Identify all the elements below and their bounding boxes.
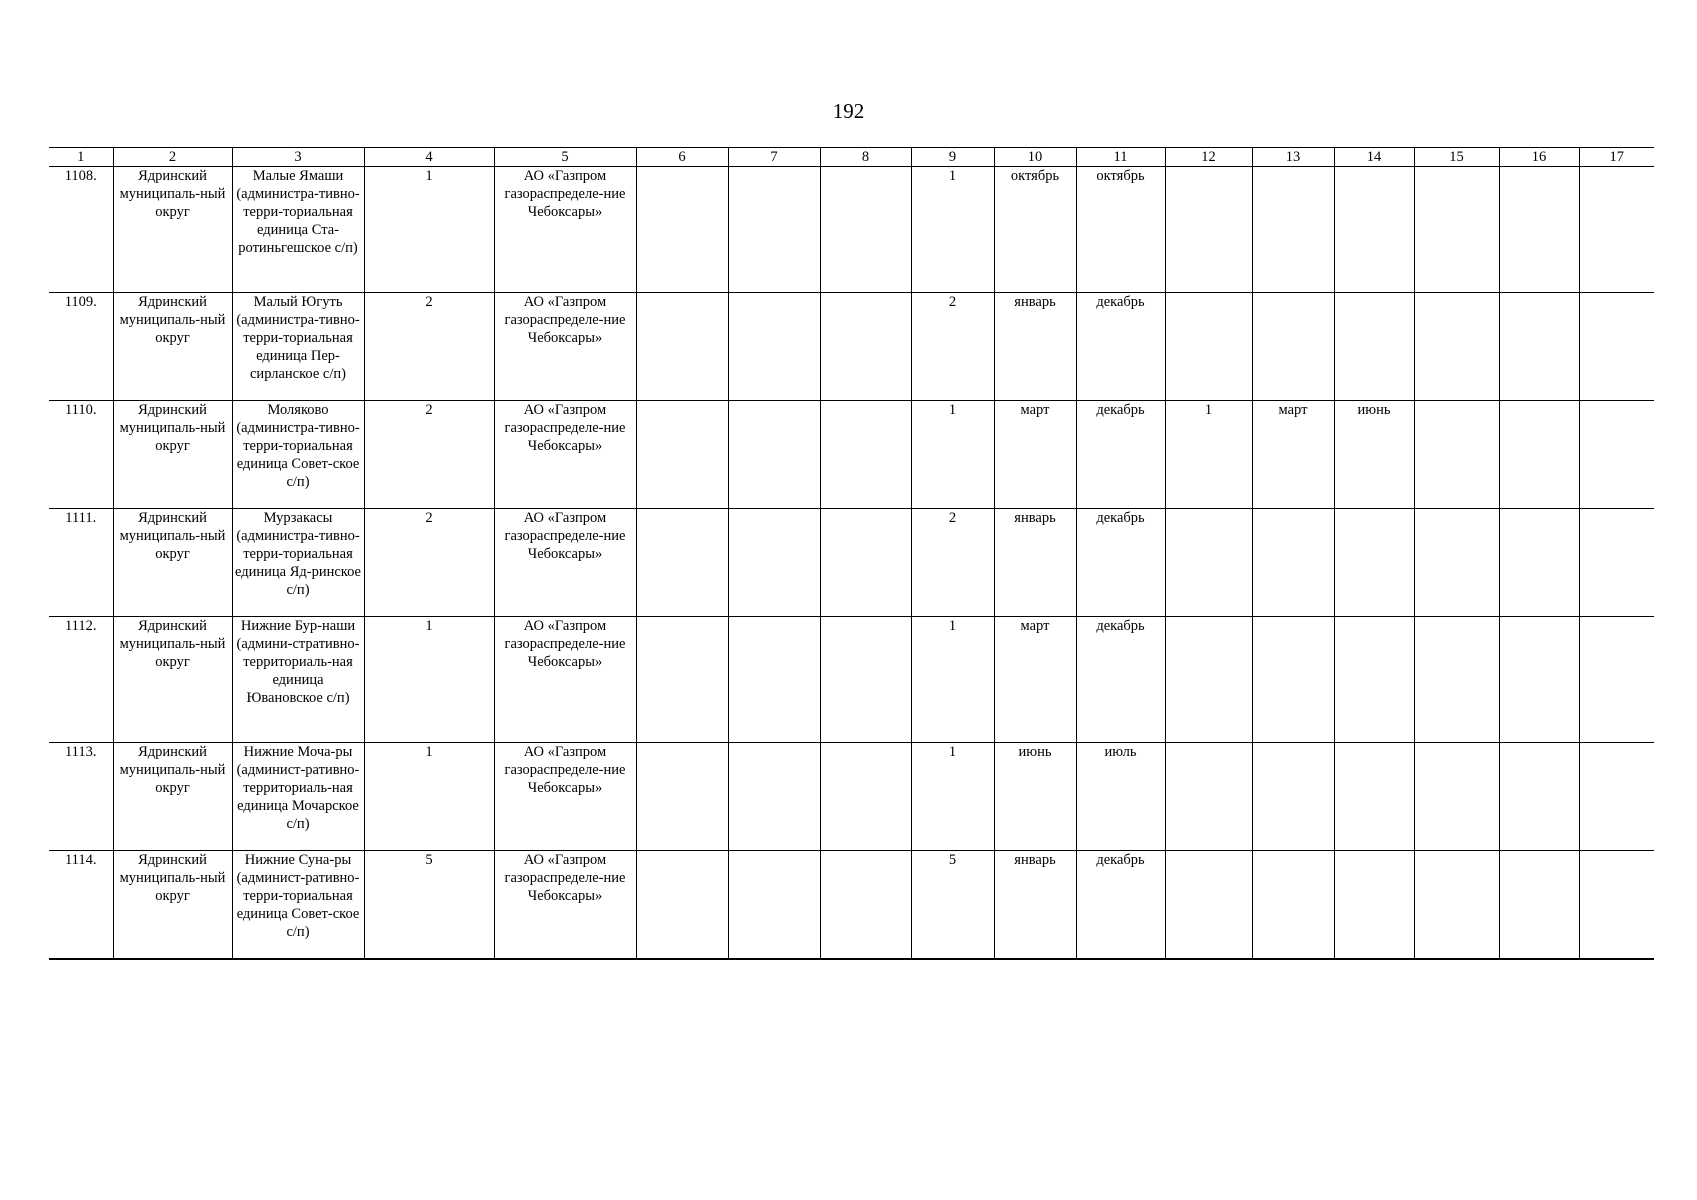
column-header-3: 3 <box>232 148 364 167</box>
table-cell-col-15 <box>1414 509 1499 617</box>
table-cell-col-16 <box>1499 617 1579 743</box>
table-cell-col-4: 5 <box>364 851 494 959</box>
table-cell-col-14 <box>1334 743 1414 851</box>
table-cell-col-16 <box>1499 401 1579 509</box>
table-cell-col-16 <box>1499 743 1579 851</box>
table-cell-col-16 <box>1499 167 1579 293</box>
table-cell-col-11: декабрь <box>1076 617 1165 743</box>
table-cell-col-9: 2 <box>911 509 994 617</box>
column-header-6: 6 <box>636 148 728 167</box>
table-cell-col-17 <box>1579 617 1654 743</box>
table-cell-col-5: АО «Газпром газораспределе-ние Чебоксары» <box>494 167 636 293</box>
table-cell-col-7 <box>728 851 820 959</box>
column-header-17: 17 <box>1579 148 1654 167</box>
table-cell-col-4: 2 <box>364 401 494 509</box>
table-cell-col-12 <box>1165 167 1252 293</box>
table-cell-col-1: 1114. <box>49 851 113 959</box>
table-cell-col-6 <box>636 293 728 401</box>
table-cell-col-8 <box>820 167 911 293</box>
table-cell-col-10: март <box>994 401 1076 509</box>
table-cell-col-3: Нижние Бур-наши (админи-стративно-территориаль-ная единица Ювановское с/п) <box>232 617 364 743</box>
table-cell-col-4: 1 <box>364 617 494 743</box>
table-cell-col-8 <box>820 509 911 617</box>
column-header-1: 1 <box>49 148 113 167</box>
table-cell-col-8 <box>820 401 911 509</box>
table-cell-col-10: октябрь <box>994 167 1076 293</box>
table-cell-col-13 <box>1252 509 1334 617</box>
column-header-7: 7 <box>728 148 820 167</box>
table-cell-col-6 <box>636 743 728 851</box>
table-cell-col-10: январь <box>994 293 1076 401</box>
table-cell-col-15 <box>1414 401 1499 509</box>
table-cell-col-3: Малые Ямаши (администра-тивно-терри-ториальная единица Ста-ротиньгешское с/п) <box>232 167 364 293</box>
table-cell-col-2: Ядринский муниципаль-ный округ <box>113 167 232 293</box>
table-cell-col-7 <box>728 509 820 617</box>
table-cell-col-12 <box>1165 509 1252 617</box>
table-cell-col-4: 2 <box>364 293 494 401</box>
table-cell-col-15 <box>1414 617 1499 743</box>
column-header-15: 15 <box>1414 148 1499 167</box>
table-cell-col-1: 1108. <box>49 167 113 293</box>
table-cell-col-5: АО «Газпром газораспределе-ние Чебоксары» <box>494 743 636 851</box>
table-cell-col-9: 1 <box>911 617 994 743</box>
table-cell-col-12 <box>1165 743 1252 851</box>
table-cell-col-17 <box>1579 851 1654 959</box>
table-header <box>49 148 1654 167</box>
table-cell-col-15 <box>1414 851 1499 959</box>
column-header-14: 14 <box>1334 148 1414 167</box>
table-cell-col-5: АО «Газпром газораспределе-ние Чебоксары» <box>494 509 636 617</box>
table-cell-col-4: 2 <box>364 509 494 617</box>
table-cell-col-15 <box>1414 167 1499 293</box>
table-cell-col-3: Нижние Суна-ры (админист-ративно-терри-ториальная единица Совет-ское с/п) <box>232 851 364 959</box>
table-cell-col-1: 1112. <box>49 617 113 743</box>
table-cell-col-8 <box>820 743 911 851</box>
table-cell-col-2: Ядринский муниципаль-ный округ <box>113 617 232 743</box>
table-cell-col-4: 1 <box>364 743 494 851</box>
table-row <box>49 509 1654 617</box>
table-cell-col-3: Мурзакасы (администра-тивно-терри-ториальная единица Яд-ринское с/п) <box>232 509 364 617</box>
table-cell-col-12 <box>1165 851 1252 959</box>
table-row <box>49 167 1654 293</box>
table-cell-col-7 <box>728 167 820 293</box>
table-cell-col-13: март <box>1252 401 1334 509</box>
table-cell-col-8 <box>820 293 911 401</box>
table-body <box>49 167 1654 959</box>
table-cell-col-9: 1 <box>911 167 994 293</box>
table-row <box>49 401 1654 509</box>
table-row <box>49 743 1654 851</box>
table-cell-col-17 <box>1579 743 1654 851</box>
table-cell-col-10: март <box>994 617 1076 743</box>
column-header-11: 11 <box>1076 148 1165 167</box>
table-cell-col-13 <box>1252 617 1334 743</box>
column-header-2: 2 <box>113 148 232 167</box>
table-cell-col-3: Нижние Моча-ры (админист-ративно-территориаль-ная единица Мочарское с/п) <box>232 743 364 851</box>
table-row <box>49 617 1654 743</box>
table-cell-col-17 <box>1579 401 1654 509</box>
column-header-16: 16 <box>1499 148 1579 167</box>
column-header-13: 13 <box>1252 148 1334 167</box>
table-cell-col-17 <box>1579 509 1654 617</box>
table-cell-col-9: 2 <box>911 293 994 401</box>
table-cell-col-5: АО «Газпром газораспределе-ние Чебоксары» <box>494 617 636 743</box>
table-cell-col-5: АО «Газпром газораспределе-ние Чебоксары» <box>494 851 636 959</box>
table-cell-col-7 <box>728 617 820 743</box>
table-cell-col-11: декабрь <box>1076 851 1165 959</box>
column-header-10: 10 <box>994 148 1076 167</box>
table-cell-col-10: январь <box>994 509 1076 617</box>
table-cell-col-13 <box>1252 293 1334 401</box>
table-cell-col-6 <box>636 401 728 509</box>
table-cell-col-14 <box>1334 509 1414 617</box>
table-cell-col-11: октябрь <box>1076 167 1165 293</box>
table-cell-col-2: Ядринский муниципаль-ный округ <box>113 509 232 617</box>
table-cell-col-2: Ядринский муниципаль-ный округ <box>113 293 232 401</box>
table-cell-col-10: июнь <box>994 743 1076 851</box>
table-cell-col-6 <box>636 851 728 959</box>
table-cell-col-7 <box>728 401 820 509</box>
table-cell-col-11: декабрь <box>1076 293 1165 401</box>
column-header-5: 5 <box>494 148 636 167</box>
table-cell-col-15 <box>1414 293 1499 401</box>
table-cell-col-3: Моляково (администра-тивно-терри-ториальная единица Совет-ское с/п) <box>232 401 364 509</box>
table-cell-col-17 <box>1579 167 1654 293</box>
table-cell-col-9: 5 <box>911 851 994 959</box>
table-cell-col-1: 1109. <box>49 293 113 401</box>
table-cell-col-1: 1111. <box>49 509 113 617</box>
table-cell-col-14 <box>1334 167 1414 293</box>
table-cell-col-12 <box>1165 617 1252 743</box>
table-cell-col-6 <box>636 617 728 743</box>
data-table <box>49 147 1654 960</box>
table-cell-col-16 <box>1499 851 1579 959</box>
table-cell-col-5: АО «Газпром газораспределе-ние Чебоксары» <box>494 293 636 401</box>
table-cell-col-8 <box>820 617 911 743</box>
table-cell-col-16 <box>1499 293 1579 401</box>
page-number: 192 <box>832 99 865 123</box>
table-cell-col-1: 1110. <box>49 401 113 509</box>
column-header-4: 4 <box>364 148 494 167</box>
table-cell-col-17 <box>1579 293 1654 401</box>
table-cell-col-7 <box>728 743 820 851</box>
table-cell-col-6 <box>636 167 728 293</box>
table-cell-col-13 <box>1252 743 1334 851</box>
table-cell-col-2: Ядринский муниципаль-ный округ <box>113 401 232 509</box>
table-cell-col-8 <box>820 851 911 959</box>
table-cell-col-13 <box>1252 851 1334 959</box>
table-row <box>49 851 1654 959</box>
table-cell-col-10: январь <box>994 851 1076 959</box>
table-cell-col-14 <box>1334 293 1414 401</box>
column-header-9: 9 <box>911 148 994 167</box>
table-cell-col-13 <box>1252 167 1334 293</box>
column-header-12: 12 <box>1165 148 1252 167</box>
table-cell-col-2: Ядринский муниципаль-ный округ <box>113 743 232 851</box>
table-cell-col-1: 1113. <box>49 743 113 851</box>
table-cell-col-12 <box>1165 293 1252 401</box>
table-cell-col-12: 1 <box>1165 401 1252 509</box>
table-cell-col-15 <box>1414 743 1499 851</box>
table-cell-col-11: декабрь <box>1076 401 1165 509</box>
table-cell-col-9: 1 <box>911 743 994 851</box>
table-cell-col-14 <box>1334 617 1414 743</box>
table-cell-col-11: июль <box>1076 743 1165 851</box>
table-cell-col-4: 1 <box>364 167 494 293</box>
table-cell-col-2: Ядринский муниципаль-ный округ <box>113 851 232 959</box>
table-row <box>49 293 1654 401</box>
table-cell-col-9: 1 <box>911 401 994 509</box>
table-cell-col-16 <box>1499 509 1579 617</box>
table-cell-col-5: АО «Газпром газораспределе-ние Чебоксары» <box>494 401 636 509</box>
table-cell-col-11: декабрь <box>1076 509 1165 617</box>
header-row <box>49 148 1654 167</box>
column-header-8: 8 <box>820 148 911 167</box>
table-cell-col-6 <box>636 509 728 617</box>
table-cell-col-7 <box>728 293 820 401</box>
table-cell-col-14 <box>1334 851 1414 959</box>
table-cell-col-14: июнь <box>1334 401 1414 509</box>
table-cell-col-3: Малый Югуть (администра-тивно-терри-ториальная единица Пер-сирланское с/п) <box>232 293 364 401</box>
